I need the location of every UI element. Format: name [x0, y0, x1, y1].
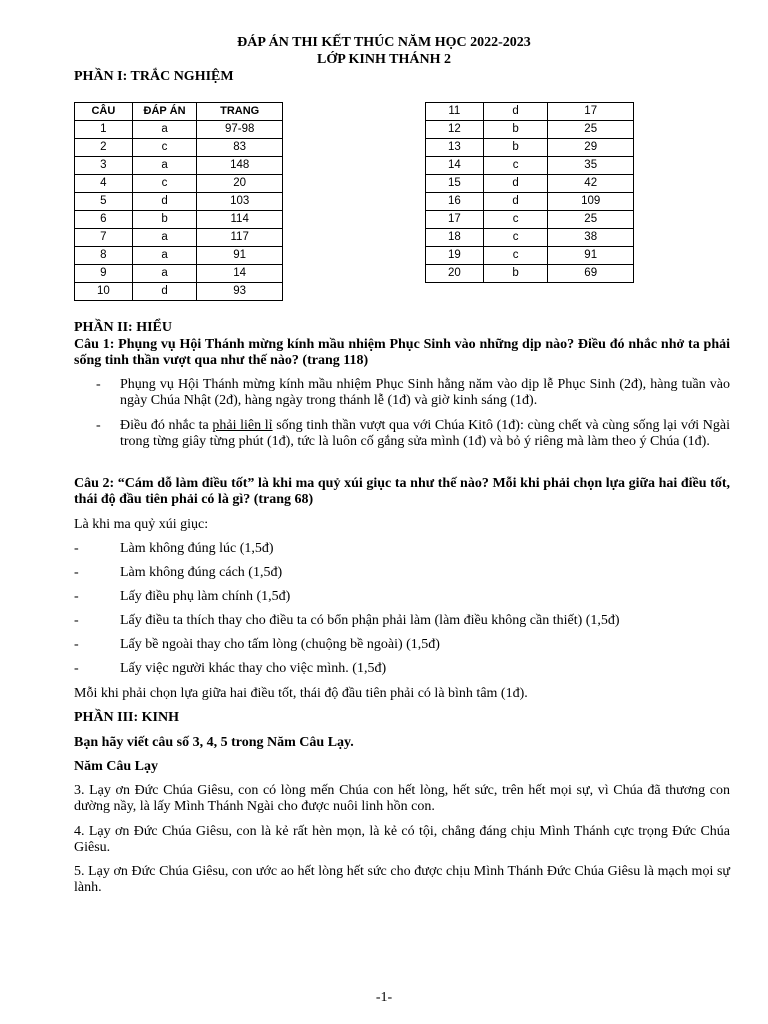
table-row — [426, 175, 634, 193]
table-cell: d — [132, 193, 197, 211]
prayer-paragraph-3: 3. Lạy ơn Đức Chúa Giêsu, con có lòng mến Chúa con hết lòng, hết sức, trên hết mọi sự, vì Chúa đã thương con dường nầy, là lấy Mình Thánh Ngài cho được nuôi linh hồn con. — [74, 783, 730, 814]
table-cell: a — [132, 229, 197, 247]
table-cell: 103 — [197, 193, 283, 211]
table-cell: 12 — [426, 121, 484, 139]
table-cell: d — [132, 283, 197, 301]
table-cell: 117 — [197, 229, 283, 247]
table-cell: 20 — [197, 175, 283, 193]
dash-bullet: - — [74, 613, 79, 628]
q2-list-item-text: Lấy việc người khác thay cho việc mình. (1,5đ) — [120, 661, 387, 676]
dash-bullet: - — [74, 541, 79, 556]
dash-bullet: - — [74, 661, 79, 676]
table-cell: 25 — [548, 121, 634, 139]
table-cell: d — [483, 193, 548, 211]
table-cell: 93 — [197, 283, 283, 301]
table-cell: a — [132, 157, 197, 175]
dash-bullet: - — [74, 637, 79, 652]
table-cell: c — [132, 139, 197, 157]
table-row — [75, 229, 283, 247]
page-number: -1- — [375, 990, 393, 1005]
part2-heading: PHẦN II: HIỂU — [74, 320, 173, 335]
document-title-line1: ĐÁP ÁN THI KẾT THÚC NĂM HỌC 2022-2023 — [237, 35, 531, 50]
q2-list-item-text: Lấy bề ngoài thay cho tấm lòng (chuộng bề ngoài) (1,5đ) — [120, 637, 440, 652]
table-cell: 97-98 — [197, 121, 283, 139]
table-cell: 148 — [197, 157, 283, 175]
table-cell: b — [483, 139, 548, 157]
table-row — [426, 139, 634, 157]
q2-list-item-text: Lấy điều phụ làm chính (1,5đ) — [120, 589, 291, 604]
table-cell: 5 — [75, 193, 133, 211]
table-row — [75, 265, 283, 283]
prayer-paragraph-4: 4. Lạy ơn Đức Chúa Giêsu, con là kẻ rất hèn mọn, là kẻ có tội, chẳng đáng chịu Mình Thánh cực trọng Đức Chúa Giêsu. — [74, 824, 730, 855]
table-cell: 13 — [426, 139, 484, 157]
table-row — [426, 193, 634, 211]
table-cell: 29 — [548, 139, 634, 157]
part3-instruction: Bạn hãy viết câu số 3, 4, 5 trong Năm Câu Lạy. — [74, 735, 354, 750]
table-cell: 3 — [75, 157, 133, 175]
q2-list-item — [74, 565, 730, 581]
table-row — [426, 265, 634, 283]
column-header: ĐÁP ÁN — [132, 103, 197, 121]
table-cell: a — [132, 247, 197, 265]
question-2: Câu 2: “Cám dỗ làm điều tốt” là khi ma quỷ xúi giục ta như thế nào? Mỗi khi phải chọn lựa giữa hai điều tốt, thái độ đầu tiên phải có là gì? (trang 68) — [74, 476, 730, 507]
table-cell: 4 — [75, 175, 133, 193]
table-cell: c — [483, 157, 548, 175]
q1-answer-text: Phụng vụ Hội Thánh mừng kính mầu nhiệm Phục Sinh hằng năm vào dịp lễ Phục Sinh (2đ), hàng tuần vào ngày Chúa Nhật (2đ), hàng ngày trong thánh lễ (1đ) và giờ kinh sáng (1đ). — [120, 377, 730, 408]
table-cell: 19 — [426, 247, 484, 265]
table-cell: 83 — [197, 139, 283, 157]
table-row — [75, 121, 283, 139]
question-1: Câu 1: Phụng vụ Hội Thánh mừng kính mầu nhiệm Phục Sinh vào những dịp nào? Điều đó nhắc nhở ta phải sống tinh thần vượt qua như thế nào? (trang 118) — [74, 337, 730, 368]
table-cell: 91 — [548, 247, 634, 265]
table-row — [75, 139, 283, 157]
table-cell: b — [483, 121, 548, 139]
table-header-row — [75, 103, 283, 121]
table-cell: 1 — [75, 121, 133, 139]
q2-list-item — [74, 661, 730, 677]
part3-subheading: Năm Câu Lạy — [74, 759, 159, 774]
table-cell: 35 — [548, 157, 634, 175]
table-cell: 15 — [426, 175, 484, 193]
table-row — [75, 193, 283, 211]
table-cell: c — [483, 229, 548, 247]
table-cell: 14 — [426, 157, 484, 175]
q2-list-item — [74, 589, 730, 605]
table-cell: 114 — [197, 211, 283, 229]
table-cell: 20 — [426, 265, 484, 283]
q1-answer-item — [96, 377, 730, 409]
table-cell: 18 — [426, 229, 484, 247]
table-cell: 9 — [75, 265, 133, 283]
part3-heading: PHẦN III: KINH — [74, 710, 180, 725]
table-cell: c — [483, 211, 548, 229]
table-row — [75, 175, 283, 193]
table-row — [75, 157, 283, 175]
q2-list-item-text: Lấy điều ta thích thay cho điều ta có bổn phận phải làm (làm điều không cần thiết) (1,5đ) — [120, 613, 620, 628]
table-cell: c — [483, 247, 548, 265]
document-title-line2: LỚP KINH THÁNH 2 — [317, 52, 451, 67]
column-header: TRANG — [197, 103, 283, 121]
table-cell: 10 — [75, 283, 133, 301]
dash-bullet: - — [96, 377, 101, 392]
table-row — [426, 103, 634, 121]
column-header: CÂU — [75, 103, 133, 121]
table-cell: a — [132, 265, 197, 283]
answer-table-right — [425, 102, 634, 283]
table-row — [426, 157, 634, 175]
q2-list-item-text: Làm không đúng cách (1,5đ) — [120, 565, 283, 580]
table-cell: 2 — [75, 139, 133, 157]
table-cell: 7 — [75, 229, 133, 247]
table-cell: a — [132, 121, 197, 139]
table-cell: 25 — [548, 211, 634, 229]
q1-answer-text: Điều đó nhắc ta phải liên lỉ sống tinh thần vượt qua với Chúa Kitô (1đ): cùng chết và cùng sống lại với Ngài trong từng giây từng phút (1đ), tức là luôn cố gắng sửa mình (1đ) và bỏ ý riêng mà làm theo ý Chúa (1đ). — [120, 418, 730, 449]
q2-list-item — [74, 637, 730, 653]
q2-intro: Là khi ma quỷ xúi giục: — [74, 517, 209, 532]
table-cell: c — [132, 175, 197, 193]
part1-heading: PHẦN I: TRẮC NGHIỆM — [74, 69, 234, 84]
table-cell: 14 — [197, 265, 283, 283]
table-cell: b — [132, 211, 197, 229]
table-row — [426, 211, 634, 229]
table-cell: 6 — [75, 211, 133, 229]
table-row — [75, 247, 283, 265]
q2-list-item-text: Làm không đúng lúc (1,5đ) — [120, 541, 274, 556]
table-row — [75, 211, 283, 229]
table-cell: 11 — [426, 103, 484, 121]
table-cell: 16 — [426, 193, 484, 211]
table-cell: 42 — [548, 175, 634, 193]
table-cell: 38 — [548, 229, 634, 247]
table-cell: 109 — [548, 193, 634, 211]
q2-list-item — [74, 541, 730, 557]
table-row — [426, 121, 634, 139]
q2-conclusion: Mỗi khi phải chọn lựa giữa hai điều tốt, thái độ đầu tiên phải có là bình tâm (1đ). — [74, 686, 528, 701]
q2-list-item — [74, 613, 730, 629]
dash-bullet: - — [74, 565, 79, 580]
table-cell: d — [483, 175, 548, 193]
answer-table-left — [74, 102, 283, 301]
table-cell: 17 — [426, 211, 484, 229]
q1-answer-item — [96, 418, 730, 450]
dash-bullet: - — [96, 418, 101, 433]
table-row — [426, 229, 634, 247]
table-cell: 8 — [75, 247, 133, 265]
table-cell: 17 — [548, 103, 634, 121]
table-cell: b — [483, 265, 548, 283]
table-cell: 69 — [548, 265, 634, 283]
underlined-phrase: phải liên lỉ — [212, 418, 273, 433]
table-row — [75, 283, 283, 301]
table-cell: d — [483, 103, 548, 121]
table-cell: 91 — [197, 247, 283, 265]
dash-bullet: - — [74, 589, 79, 604]
prayer-paragraph-5: 5. Lạy ơn Đức Chúa Giêsu, con ước ao hết lòng hết sức cho được chịu Mình Thánh Đức Chúa Giêsu là mạch mọi sự lành. — [74, 864, 730, 895]
table-row — [426, 247, 634, 265]
